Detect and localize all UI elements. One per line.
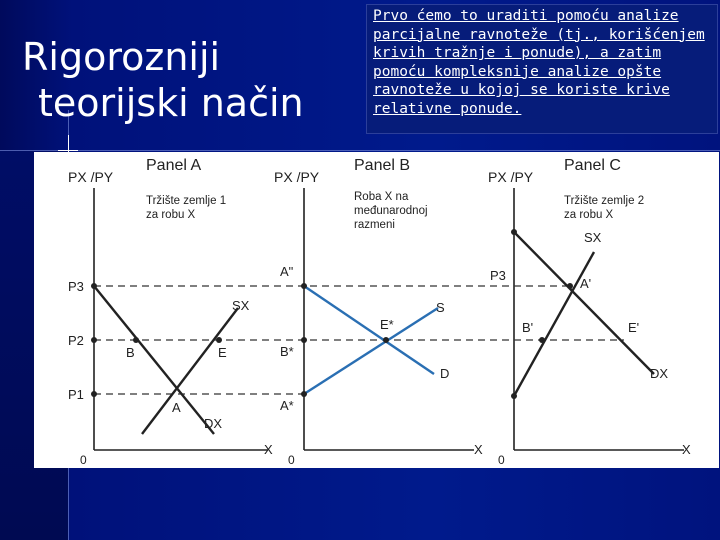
panelB-label-a2: A"	[280, 264, 294, 279]
panelC-y-label: PX /PY	[488, 169, 534, 185]
panelC-point-bottom	[511, 393, 517, 399]
decorative-rule-horizontal	[0, 150, 720, 151]
panelC-point-a	[567, 283, 573, 289]
panelA-demand-curve	[94, 286, 214, 434]
title-line-2: teorijski način	[38, 81, 304, 125]
equilibrium-figure	[34, 152, 719, 468]
panelB-x-label: X	[474, 442, 483, 457]
panelC-label-a: A'	[580, 276, 592, 291]
panelA-x-label: X	[264, 442, 273, 457]
panelB-label-estar: E*	[380, 317, 394, 332]
panelA-supply-curve	[142, 308, 238, 434]
panelC-label-e: E'	[628, 320, 640, 335]
panelB-point-estar	[383, 337, 389, 343]
panelC-point-top	[511, 229, 517, 235]
panelA-point-p2	[91, 337, 97, 343]
panelB-label-bstar: B*	[280, 344, 294, 359]
title-line-1: Rigorozniji	[22, 35, 221, 79]
panelB-point-bstar	[301, 337, 307, 343]
note-box: Prvo ćemo to uraditi pomoću analize parcijalne ravnoteže (tj., korišćenjem krivih tražnje i ponude), a zatim pomoću kompleksnije analize opšte ravnoteže u kojoj se koriste krive relativne ponude.	[366, 4, 718, 134]
panelA-point-b	[133, 337, 139, 343]
panelA-label-a: A	[172, 400, 181, 415]
panelB-origin: 0	[288, 453, 295, 467]
panelB-label-astar: A*	[280, 398, 294, 413]
panelC-subtitle-1: Tržište zemlje 2	[564, 195, 645, 207]
panelA-point-p3	[91, 283, 97, 289]
panelC-subtitle-2: za robu X	[564, 209, 614, 221]
panelA-subtitle-2: za robu X	[146, 209, 196, 221]
panelC-origin: 0	[498, 453, 505, 467]
panelA-label-b: B	[126, 345, 135, 360]
panelA-label-e: E	[218, 345, 227, 360]
panelA-point-e	[216, 337, 222, 343]
panelC-demand-curve	[514, 232, 654, 374]
figure-svg	[34, 152, 719, 468]
panelB-subtitle-3: razmeni	[354, 219, 395, 231]
panelA-point-p1	[91, 391, 97, 397]
panelB-label-s: S	[436, 300, 445, 315]
panelA-y-label: PX /PY	[68, 169, 114, 185]
panelB-title: Panel B	[354, 157, 411, 174]
panelA-label-dx: DX	[204, 416, 223, 431]
panelB-demand-curve	[304, 286, 434, 374]
panelA-label-p1: P1	[68, 387, 84, 402]
panelB-subtitle-2: međunarodnoj	[354, 205, 428, 217]
panelB-y-label: PX /PY	[274, 169, 320, 185]
panelA-label-sx: SX	[232, 298, 250, 313]
panelC-label-sx: SX	[584, 230, 602, 245]
panelC-x-label: X	[682, 442, 691, 457]
panelB-label-d: D	[440, 366, 450, 381]
panelC-label-b: B'	[522, 320, 534, 335]
panelB-supply-curve	[304, 308, 438, 394]
slide-title	[22, 34, 342, 126]
panelA-label-p3: P3	[68, 279, 84, 294]
panelC-label-p3: P3	[490, 268, 506, 283]
panelC-point-b	[539, 337, 545, 343]
panelA-subtitle-1: Tržište zemlje 1	[146, 195, 227, 207]
panelA-title: Panel A	[146, 157, 202, 174]
panelA-label-p2: P2	[68, 333, 84, 348]
panelB-point-a2	[301, 283, 307, 289]
panelB-point-astar	[301, 391, 307, 397]
panelA-origin: 0	[80, 453, 87, 467]
panelC-title: Panel C	[564, 157, 621, 174]
panelC-label-dx: DX	[650, 366, 669, 381]
panelB-subtitle-1: Roba X na	[354, 191, 409, 203]
